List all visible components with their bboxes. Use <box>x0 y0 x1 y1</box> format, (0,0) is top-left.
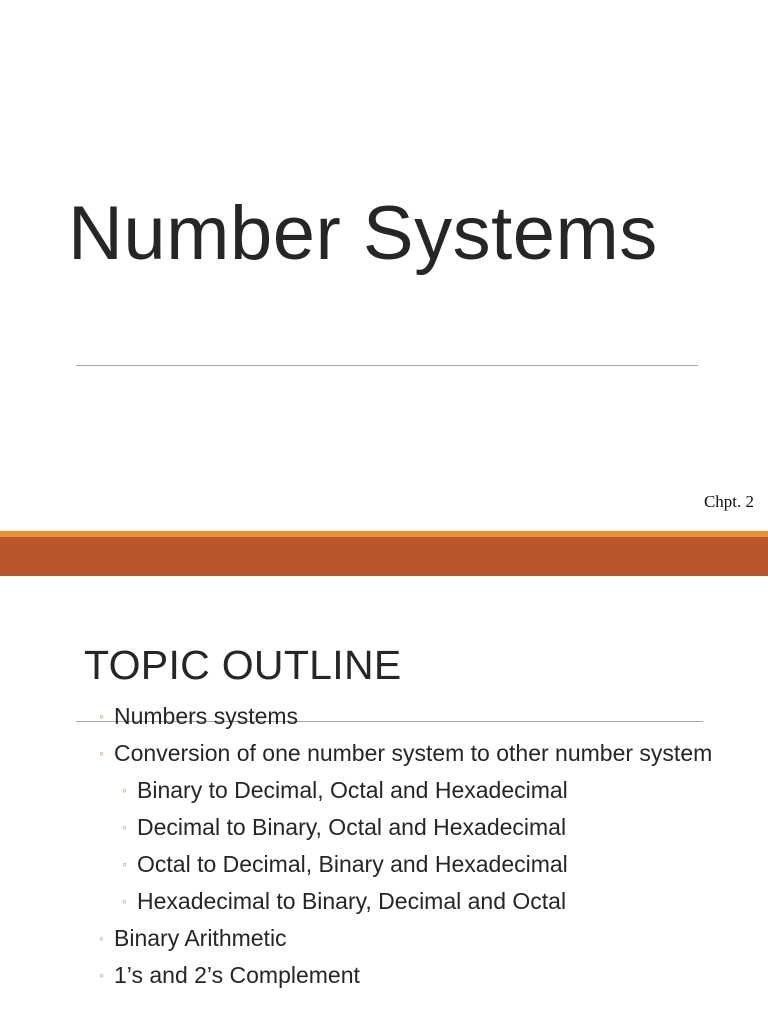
outline-item-text: 1’s and 2’s Complement <box>114 962 360 988</box>
bullet-marker-icon: ◦ <box>99 745 104 761</box>
outline-item-text: Hexadecimal to Binary, Decimal and Octal <box>137 888 567 914</box>
bullet-marker-icon: ◦ <box>122 819 127 835</box>
outline-item <box>0 737 714 769</box>
separator-main-stripe <box>0 537 768 576</box>
outline-item-text: Binary Arithmetic <box>114 925 287 951</box>
bullet-marker-icon: ◦ <box>99 967 104 983</box>
bullet-marker-icon: ◦ <box>122 856 127 872</box>
outline-subitem <box>0 811 737 843</box>
outline-item-text: Numbers systems <box>114 703 299 729</box>
outline-item-text: Decimal to Binary, Octal and Hexadecimal <box>137 814 567 840</box>
bullet-marker-icon: ◦ <box>99 930 104 946</box>
outline-subitem <box>0 774 737 806</box>
outline-slide <box>0 576 768 1024</box>
outline-item <box>0 959 714 991</box>
bullet-marker-icon: ◦ <box>122 893 127 909</box>
slide-separator-band <box>0 531 768 576</box>
outline-title: TOPIC OUTLINE <box>84 642 402 688</box>
outline-item-text: Binary to Decimal, Octal and Hexadecimal <box>137 777 568 803</box>
bullet-marker-icon: ◦ <box>122 782 127 798</box>
chapter-label: Chpt. 2 <box>703 492 754 511</box>
outline-subitem <box>0 885 737 917</box>
outline-list <box>0 700 768 996</box>
outline-item-text: Octal to Decimal, Binary and Hexadecimal <box>137 851 568 877</box>
bullet-marker-icon: ◦ <box>99 708 104 724</box>
slide-title: Number Systems <box>68 191 658 276</box>
outline-item <box>0 700 714 732</box>
outline-item-text: Conversion of one number system to other number system <box>114 740 713 766</box>
outline-subitem <box>0 848 737 880</box>
title-divider <box>76 365 698 366</box>
outline-item <box>0 922 714 954</box>
